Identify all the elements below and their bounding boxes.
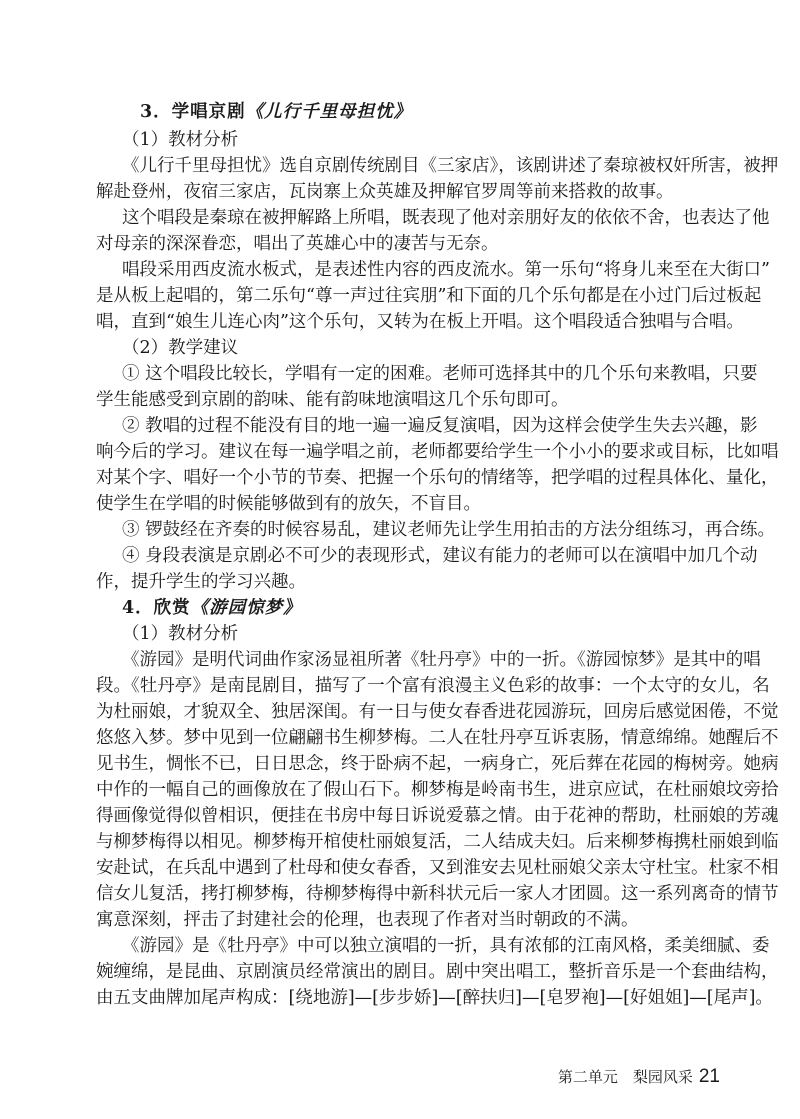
paragraph-line: 段。《牡丹亭》是南昆剧目，描写了一个富有浪漫主义色彩的故事：一个太守的女儿，名 [96,676,770,696]
paragraph-line: 《游园》是《牡丹亭》中可以独立演唱的一折，具有浓郁的江南风格，柔美细腻、委 [122,936,770,956]
section-4-subheading-analysis: （1）教材分析 [122,624,239,644]
suggestion-line: 对某个字、唱好一个小节的节奏、把握一个乐句的情绪等，把学唱的过程具体化、量化， [96,468,779,488]
paragraph-line: 唱段采用西皮流水板式，是表述性内容的西皮流水。第一乐句“将身儿来至在大街口” [122,260,770,280]
paragraph-line: 由五支曲牌加尾声构成：[绕地游]—[步步娇]—[醉扶归]—[皂罗袍]—[好姐姐]—[尾声]。 [96,988,773,1008]
suggestion-line: ④ 身段表演是京剧必不可少的表现形式，建议有能力的老师可以在演唱中加几个动 [122,546,758,566]
paragraph-line: 《游园》是明代词曲作家汤显祖所著《牡丹亭》中的一折。《游园惊梦》是其中的唱 [122,650,761,670]
paragraph-line: 悠悠入梦。梦中见到一位翩翩书生柳梦梅。二人在牡丹亭互诉衷肠，情意绵绵。她醒后不 [96,728,779,748]
paragraph-line: 这个唱段是秦琼在被押解路上所唱，既表现了他对亲朋好友的依依不舍，也表达了他 [122,208,770,228]
suggestion-line: 响今后的学习。建议在每一遍学唱之前，老师都要给学生一个小小的要求或目标，比如唱 [96,442,779,462]
paragraph-line: 信女儿复活，拷打柳梦梅，待柳梦梅得中新科状元后一家人才团圆。这一系列离奇的情节 [96,884,779,904]
suggestion-line: 学生能感受到京剧的韵味、能有韵味地演唱这几个乐句即可。 [96,390,569,410]
paragraph-line: 安赴试，在兵乱中遇到了杜母和使女春香，又到淮安去见杜丽娘父亲太守杜宝。杜家不相 [96,858,779,878]
paragraph-line: 得画像觉得似曾相识，便挂在书房中每日诉说爱慕之情。由于花神的帮助，杜丽娘的芳魂 [96,806,779,826]
section-3-subheading-suggestions: （2）教学建议 [122,338,239,358]
paragraph-line: 是从板上起唱的，第二乐句“尊一声过往宾朋”和下面的几个乐句都是在小过门后过板起 [96,286,762,306]
paragraph-line: 唱，直到“娘生儿连心肉”这个乐句，又转为在板上开唱。这个唱段适合独唱与合唱。 [96,312,744,332]
paragraph-line: 与柳梦梅得以相见。柳梦梅开棺使杜丽娘复活，二人结成夫妇。后来柳梦梅携杜丽娘到临 [96,832,779,852]
suggestion-line: ③ 锣鼓经在齐奏的时候容易乱，建议老师先让学生用拍击的方法分组练习，再合练。 [122,520,776,540]
suggestion-line: ② 教唱的过程不能没有目的地一遍一遍反复演唱，因为这样会使学生失去兴趣，影 [122,416,758,436]
paragraph-line: 为杜丽娘，才貌双全、独居深闺。有一日与使女春香进花园游玩，回房后感觉困倦，不觉 [96,702,779,722]
section-3-subheading-analysis: （1）教材分析 [122,130,239,150]
page-number: 21 [698,1066,720,1087]
suggestion-line: 作，提升学生的学习兴趣。 [96,572,306,592]
suggestion-line: 使学生在学唱的时候能够做到有的放矢，不盲目。 [96,494,481,514]
section-4-heading-prefix: 4．欣赏 [122,598,191,618]
paragraph-line: 寓意深刻，抨击了封建社会的伦理，也表现了作者对当时朝政的不满。 [96,910,639,930]
paragraph-line: 解赴登州，夜宿三家店，瓦岗寨上众英雄及押解官罗周等前来搭救的故事。 [96,182,674,202]
unit-title: 第二单元 梨园风采 [557,1068,693,1086]
paragraph-line: 中作的一幅自己的画像放在了假山石下。柳梦梅是岭南书生，进京应试，在杜丽娘坟旁拾 [96,780,779,800]
page-footer [520,1066,720,1088]
paragraph-line: 《儿行千里母担忧》选自京剧传统剧目《三家店》，该剧讲述了秦琼被权奸所害，被押 [122,156,779,176]
paragraph-line: 见书生，惆怅不已，日日思念，终于卧病不起，一病身亡，死后葬在花园的梅树旁。她病 [96,754,779,774]
section-3-heading-prefix: 3．学唱京剧 [140,102,246,122]
paragraph-line: 对母亲的深深眷恋，唱出了英雄心中的凄苦与无奈。 [96,234,499,254]
paragraph-line: 婉缠绵，是昆曲、京剧演员经常演出的剧目。剧中突出唱工，整折音乐是一个套曲结构， [96,962,779,982]
suggestion-line: ① 这个唱段比较长，学唱有一定的困难。老师可选择其中的几个乐句来教唱，只要 [122,364,758,384]
section-4-heading [122,596,742,620]
section-3-heading-title: 《儿行千里母担忧》 [245,102,413,122]
section-3-heading [140,100,760,124]
section-4-heading-title: 《游园惊梦》 [190,598,302,618]
